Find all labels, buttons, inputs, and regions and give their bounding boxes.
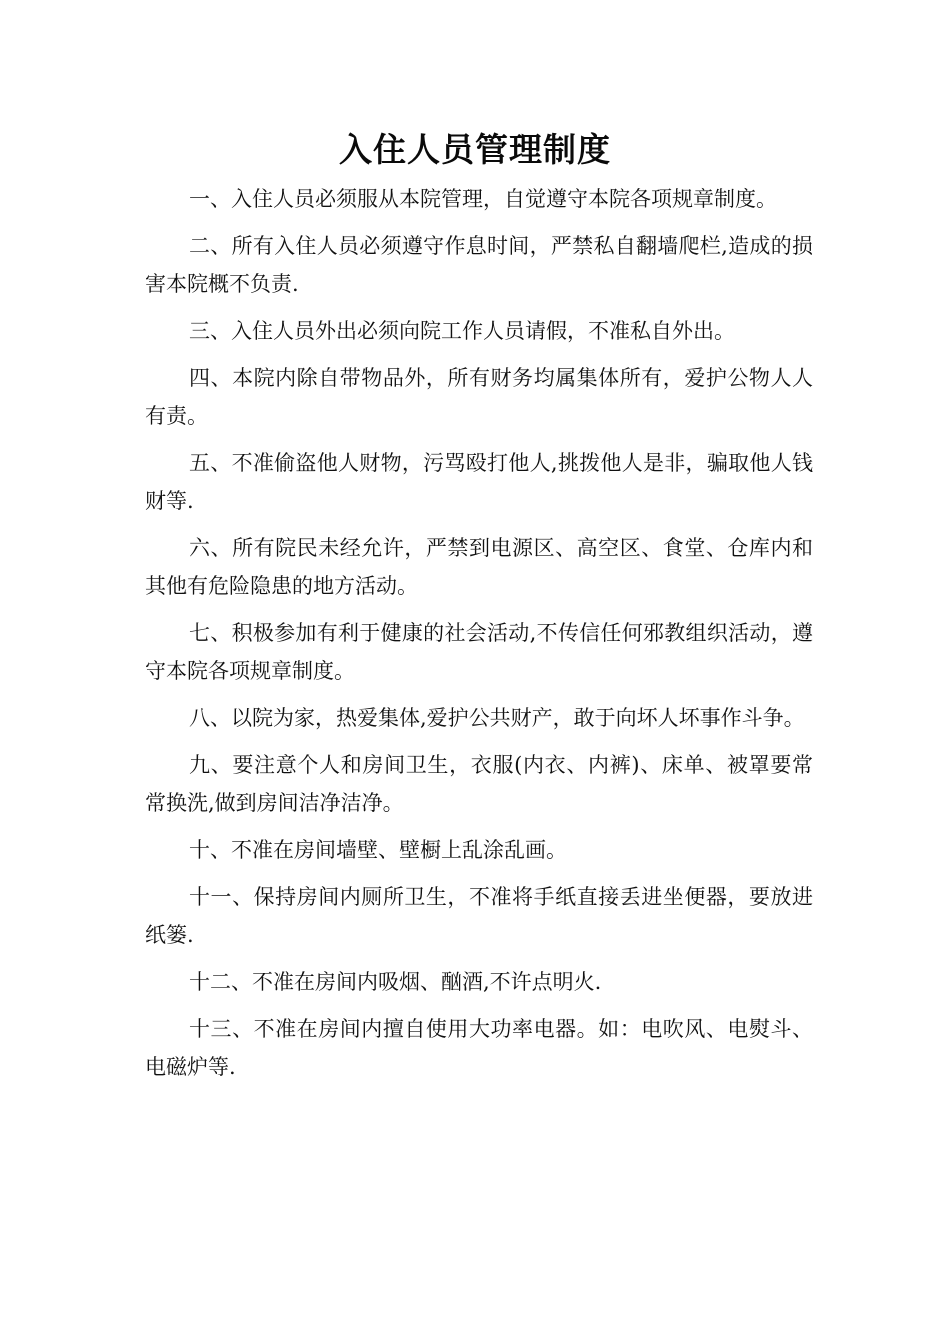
rule-item: 三、入住人员外出必须向院工作人员请假，不准私自外出。 xyxy=(189,319,735,343)
rule-item: 十二、不准在房间内吸烟、酗酒,不许点明火. xyxy=(189,970,602,994)
rule-item: 十一、保持房间内厕所卫生，不准将手纸直接丢进坐便器，要放进纸篓. xyxy=(145,885,813,947)
rule-item: 七、积极参加有利于健康的社会活动,不传信任何邪教组织活动，遵守本院各项规章制度。 xyxy=(145,621,813,683)
rule-item: 一、入住人员必须服从本院管理，自觉遵守本院各项规章制度。 xyxy=(189,187,777,211)
rule-item: 九、要注意个人和房间卫生，衣服(内衣、内裤)、床单、被罩要常常换洗,做到房间洁净洁净。 xyxy=(145,753,813,815)
rule-item: 八、以院为家，热爱集体,爱护公共财产，敢于向坏人坏事作斗争。 xyxy=(189,706,805,730)
rule-item: 五、不准偷盗他人财物，污骂殴打他人,挑拨他人是非，骗取他人钱财等. xyxy=(145,451,813,513)
rule-item: 十三、不准在房间内擅自使用大功率电器。如：电吹风、电熨斗、电磁炉等. xyxy=(145,1017,813,1079)
rules-list xyxy=(145,180,813,1095)
rule-item: 六、所有院民未经允许，严禁到电源区、高空区、食堂、仓库内和其他有危险隐患的地方活动。 xyxy=(145,536,813,598)
rule-item: 二、所有入住人员必须遵守作息时间，严禁私自翻墙爬栏,造成的损害本院概不负责. xyxy=(145,234,813,296)
rule-item: 十、不准在房间墙壁、壁橱上乱涂乱画。 xyxy=(189,838,567,862)
document-title: 入住人员管理制度 xyxy=(339,130,611,169)
rule-item: 四、本院内除自带物品外，所有财务均属集体所有，爱护公物人人有责。 xyxy=(145,366,813,428)
